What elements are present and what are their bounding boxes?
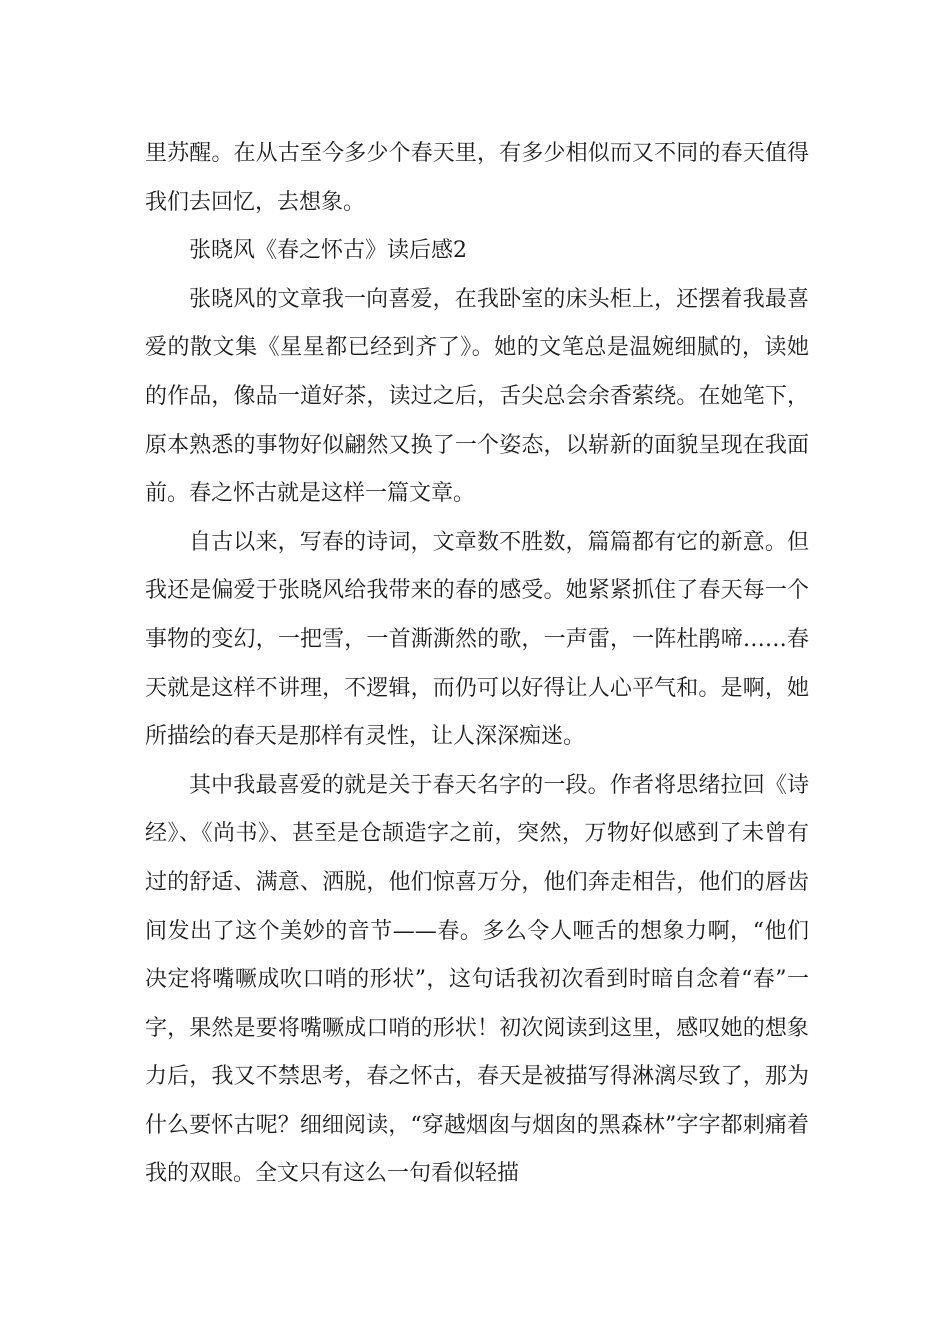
document-body bbox=[145, 130, 809, 1199]
paragraph: 张晓风的文章我一向喜爱，在我卧室的床头柜上，还摆着我最喜爱的散文集《星星都已经到齐了》。她的文笔总是温婉细腻的，读她的作品，像品一道好茶，读过之后，舌尖总会余香萦绕。在她笔下，原本熟悉的事物好似翩然又换了一个姿态，以崭新的面貌呈现在我面前。春之怀古就是这样一篇文章。 bbox=[145, 286, 809, 507]
paragraph: 自古以来，写春的诗词，文章数不胜数，篇篇都有它的新意。但我还是偏爱于张晓风给我带来的春的感受。她紧紧抓住了春天每一个事物的变幻，一把雪，一首澌澌然的歌，一声雷，一阵杜鹃啼……春天就是这样不讲理，不逻辑，而仍可以好得让人心平气和。是啊，她所描绘的春天是那样有灵性，让人深深痴迷。 bbox=[145, 529, 809, 750]
section-heading: 张晓风《春之怀古》读后感2 bbox=[189, 238, 467, 264]
paragraph-continuation: 里苏醒。在从古至今多少个春天里，有多少相似而又不同的春天值得我们去回忆，去想象。 bbox=[145, 141, 809, 215]
paragraph: 其中我最喜爱的就是关于春天名字的一段。作者将思绪拉回《诗经》、《尚书》、甚至是仓颉造字之前，突然，万物好似感到了未曾有过的舒适、满意、洒脱，他们惊喜万分，他们奔走相告，他们的唇齿间发出了这个美妙的音节——春。多么令人咂舌的想象力啊，“他们决定将嘴噘成吹口哨的形状”，这句话我初次看到时暗自念着“春”一字，果然是要将嘴噘成口哨的形状！初次阅读到这里，感叹她的想象力后，我又不禁思考，春之怀古，春天是被描写得淋漓尽致了，那为什么要怀古呢？细细阅读，“穿越烟囱与烟囱的黑森林”字字都刺痛着我的双眼。全文只有这么一句看似轻描 bbox=[145, 772, 809, 1187]
